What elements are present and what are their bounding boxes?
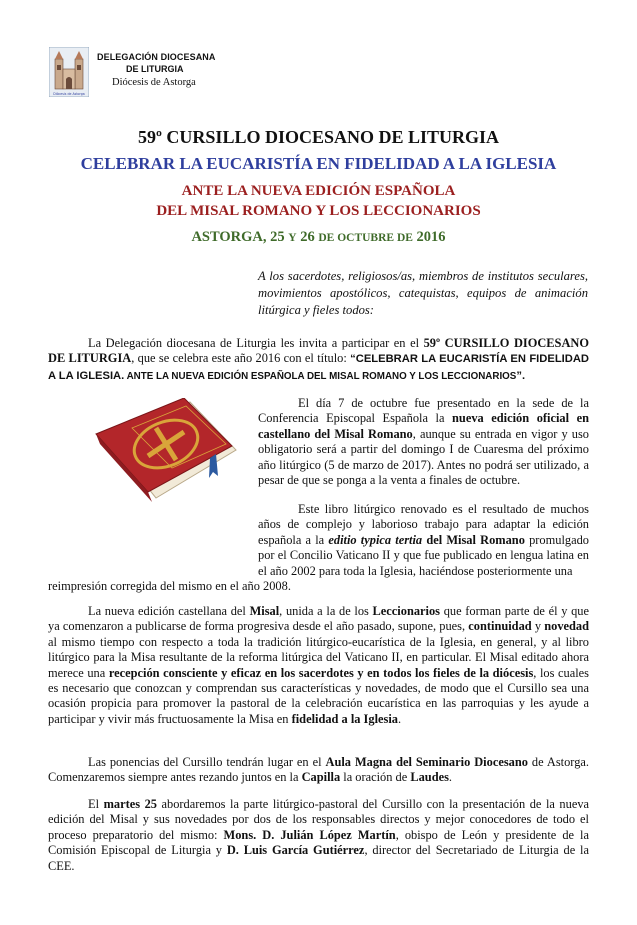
main-title: 59º CURSILLO DIOCESANO DE LITURGIA [137, 127, 499, 147]
date-year: 2016 [412, 229, 446, 245]
date-place: ASTORGA, 25 [191, 229, 289, 245]
paragraph-invitation: La Delegación diocesana de Liturgia les invita a participar en el 59º CURSILLO DIOCESANO DE LITURGIA, que se celebra este año 2016 con el título: “CELEBRAR LA EUCARISTÍA EN FIDELIDAD A LA IGLESIA. ANTE LA NUEVA EDICIÓN ESPAÑOLA DEL MISAL ROMANO Y LOS LECCIONARIOS”. [48, 336, 589, 382]
org-name-line2: DE LITURGIA [126, 64, 184, 74]
paragraph-tuesday: El martes 25 abordaremos la parte litúrgico-pastoral del Cursillo con la presentación de la nueva edición del Misal y sus novedades por dos de los responsables directos y mejor conocedores de todo el proceso preparatorio del mismo: Mons. D. Julián López Martín, obispo de León y presidente de la Comisión Episcopal de Liturgia y D. Luis García Gutiérrez, director del Secretariado de Liturgia de la CEE. [48, 797, 590, 873]
subtitle-line4: DEL MISAL ROMANO Y LOS LECCIONARIOS [156, 203, 481, 219]
org-name-line1: DELEGACIÓN DIOCESANA [97, 52, 216, 62]
diocese-name: Diócesis de Astorga [112, 77, 196, 88]
date-conj: Y [288, 232, 297, 244]
missal-book-image [86, 398, 244, 502]
cathedral-logo [49, 47, 89, 97]
letterhead [49, 47, 309, 99]
event-date [0, 229, 637, 246]
subtitle-line3: ANTE LA NUEVA EDICIÓN ESPAÑOLA [181, 183, 456, 199]
paragraph-venue: Las ponencias del Cursillo tendrán lugar en el Aula Magna del Seminario Diocesano de Astorga. Comenzaremos siempre antes rezando juntos en la Capilla la oración de Laudes. [48, 755, 589, 785]
paragraph-presentation: El día 7 de octubre fue presentado en la sede de la Conferencia Episcopal Española la nueva edición oficial en castellano del Misal Romano, aunque su entrada en vigor y uso obligatorio será a partir del domingo I de Cuaresma del próximo año litúrgico (5 de marzo de 2017). Antes no podrá ser utilizado, a pesar de que se ponga a la venta a finales de octubre. [258, 396, 590, 488]
dedication: A los sacerdotes, religiosos/as, miembros de institutos seculares, movimientos apostólicos, catequistas, equipos de animación litúrgica y fieles todos: [258, 269, 588, 317]
date-month: DE OCTUBRE DE [318, 232, 413, 244]
paragraph-new-edition: La nueva edición castellana del Misal, unida a la de los Leccionarios que forman parte de él y que ya comenzaron a publicarse de forma progresiva desde el año pasado, supone, pues, continuidad y novedad al mismo tiempo con respecto a toda la tradición litúrgico-eucarística de la Iglesia, en general, y al libro litúrgico para la Misa resultante de la reforma litúrgica del Vaticano II, en particular. El Misal editado ahora merece una recepción consciente y eficaz en los sacerdotes y en todos los fieles de la diócesis, los cuales es necesario que conozcan y comprendan sus características y novedades, de modo que el Cursillo sea una ocasión propicia para promover la pastoral de la celebración eucarística en las parroquias y les ayude a participar y vivir más fructuosamente la Misa en fidelidad a la Iglesia. [48, 604, 590, 726]
paragraph-renewal: Este libro litúrgico renovado es el resultado de muchos años de complejo y laborioso trabajo para adaptar la edición española a la editio typica tertia del Misal Romano promulgado por el Concilio Vaticano II y que fue publicado en lengua latina en el año 2002 para toda la Iglesia, haciéndose posteriormente una reimpresión corregida del mismo en el año 2008. [48, 502, 589, 594]
logo-caption: Diócesis de Astorga [53, 92, 85, 96]
date-day: 26 [296, 229, 319, 245]
subtitle: CELEBRAR LA EUCARISTÍA EN FIDELIDAD A LA IGLESIA [80, 154, 557, 173]
